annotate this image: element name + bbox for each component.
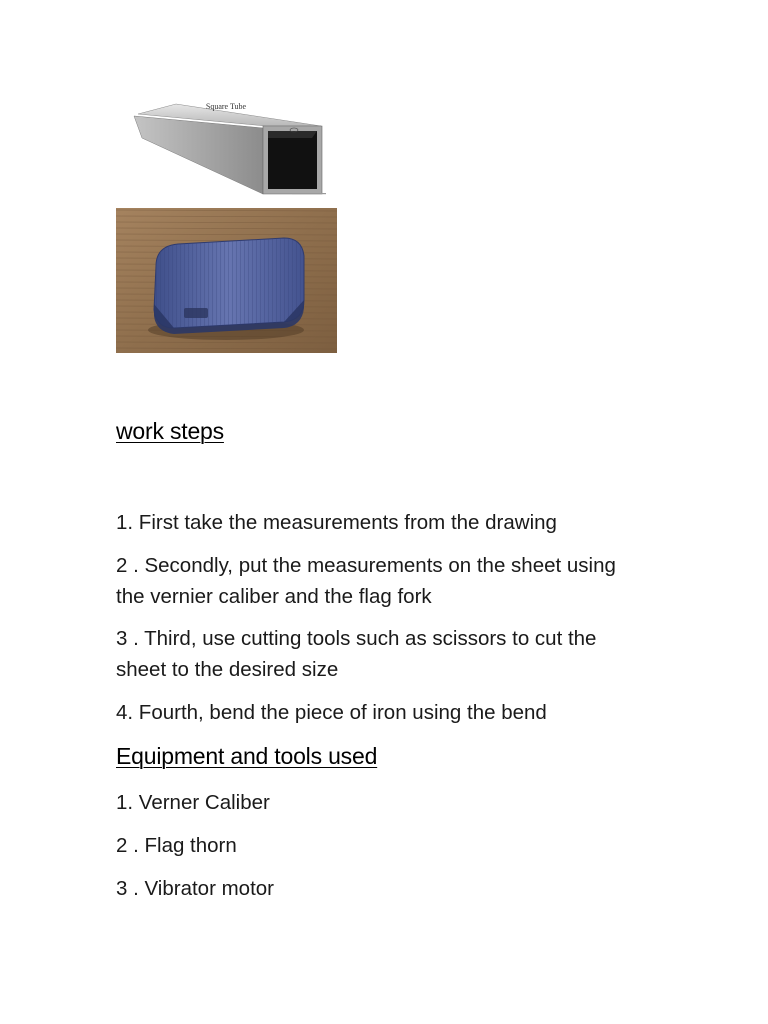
- work-step-1: 1. First take the measurements from the drawing: [116, 511, 557, 534]
- bent-part-image: [116, 208, 337, 353]
- bent-part-photo: [116, 208, 337, 353]
- work-steps-heading: work steps: [116, 418, 224, 444]
- tool-item-1: 1. Verner Caliber: [116, 791, 270, 814]
- tools-heading: Equipment and tools used: [116, 743, 378, 769]
- square-tube-image: [116, 88, 360, 203]
- tool-item-3: 3 . Vibrator motor: [116, 877, 274, 900]
- work-step-2: 2 . Secondly, put the measurements on the sheet using the vernier caliber and the flag fork: [116, 554, 616, 608]
- tool-item-2: 2 . Flag thorn: [116, 834, 237, 857]
- work-step-3: 3 . Third, use cutting tools such as scissors to cut the sheet to the desired size: [116, 627, 597, 681]
- square-tube-caption: Square Tube: [205, 102, 247, 111]
- work-step-4: 4. Fourth, bend the piece of iron using the bend: [116, 701, 547, 724]
